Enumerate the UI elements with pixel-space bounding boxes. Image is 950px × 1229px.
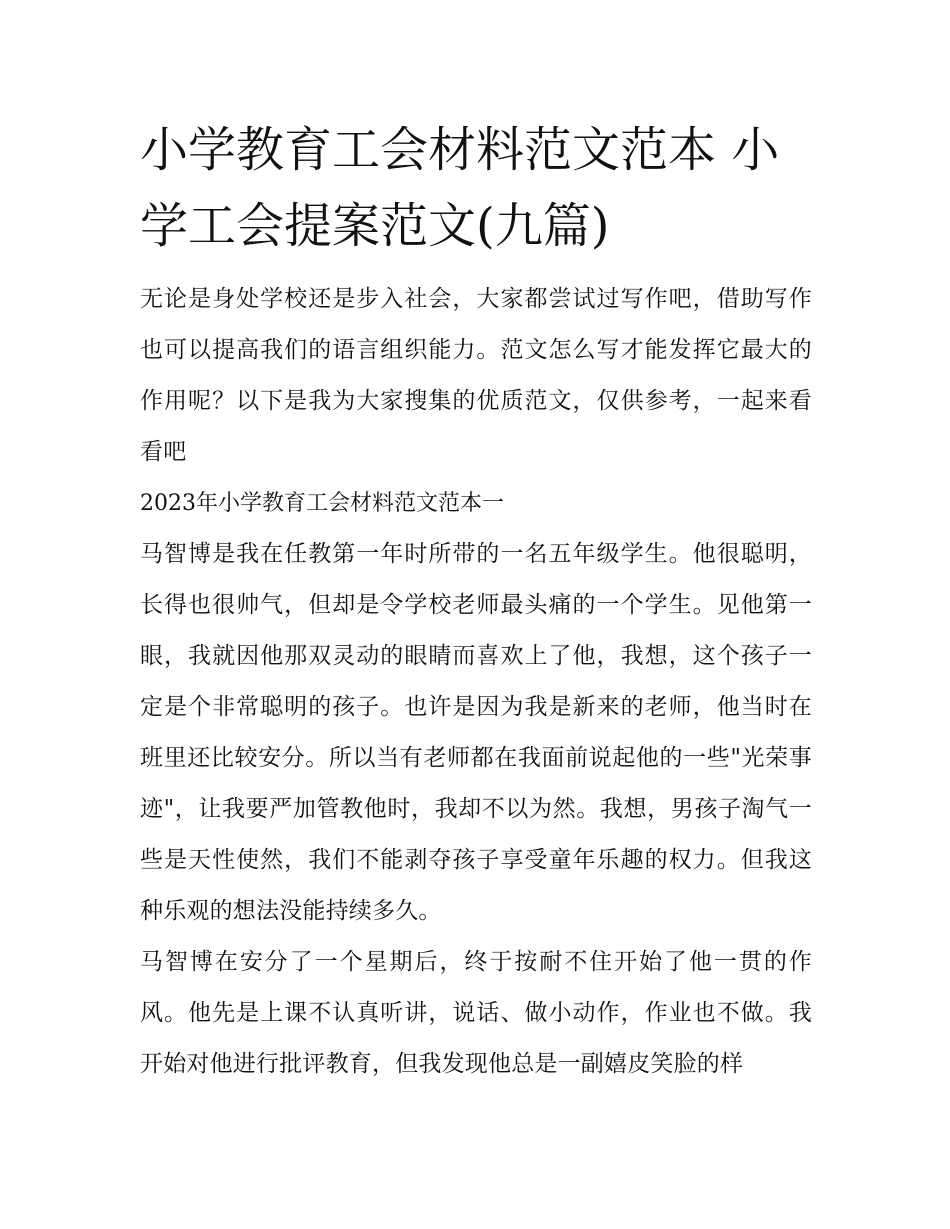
document-title: 小学教育工会材料范文范本 小学工会提案范文(九篇) [140,122,780,254]
intro-paragraph: 无论是身处学校还是步入社会，大家都尝试过写作吧，借助写作也可以提高我们的语言组织能力。范文怎么写才能发挥它最大的作用呢？以下是我为大家搜集的优质范文，仅供参考，一起来看看吧 [140,286,812,465]
body-paragraph-2: 马智博在安分了一个星期后，终于按耐不住开始了他一贯的作风。他先是上课不认真听讲，说话、做小动作，作业也不做。我开始对他进行批评教育，但我发现他总是一副嬉皮笑脸的样 [140,949,812,1077]
section-heading: 2023年小学教育工会材料范文范本一 [140,491,504,516]
body-paragraph-1: 马智博是我在任教第一年时所带的一名五年级学生。他很聪明，长得也很帅气，但却是令学校老师最头痛的一个学生。见他第一眼，我就因他那双灵动的眼睛而喜欢上了他，我想，这个孩子一定是个非常聪明的孩子。也许是因为我是新来的老师，他当时在班里还比较安分。所以当有老师都在我面前说起他的一些"光荣事迹"，让我要严加管教他时，我却不以为然。我想，男孩子淘气一些是天性使然，我们不能剥夺孩子享受童年乐趣的权力。但我这种乐观的想法没能持续多久。 [140,541,812,924]
document-page [140,112,812,1090]
